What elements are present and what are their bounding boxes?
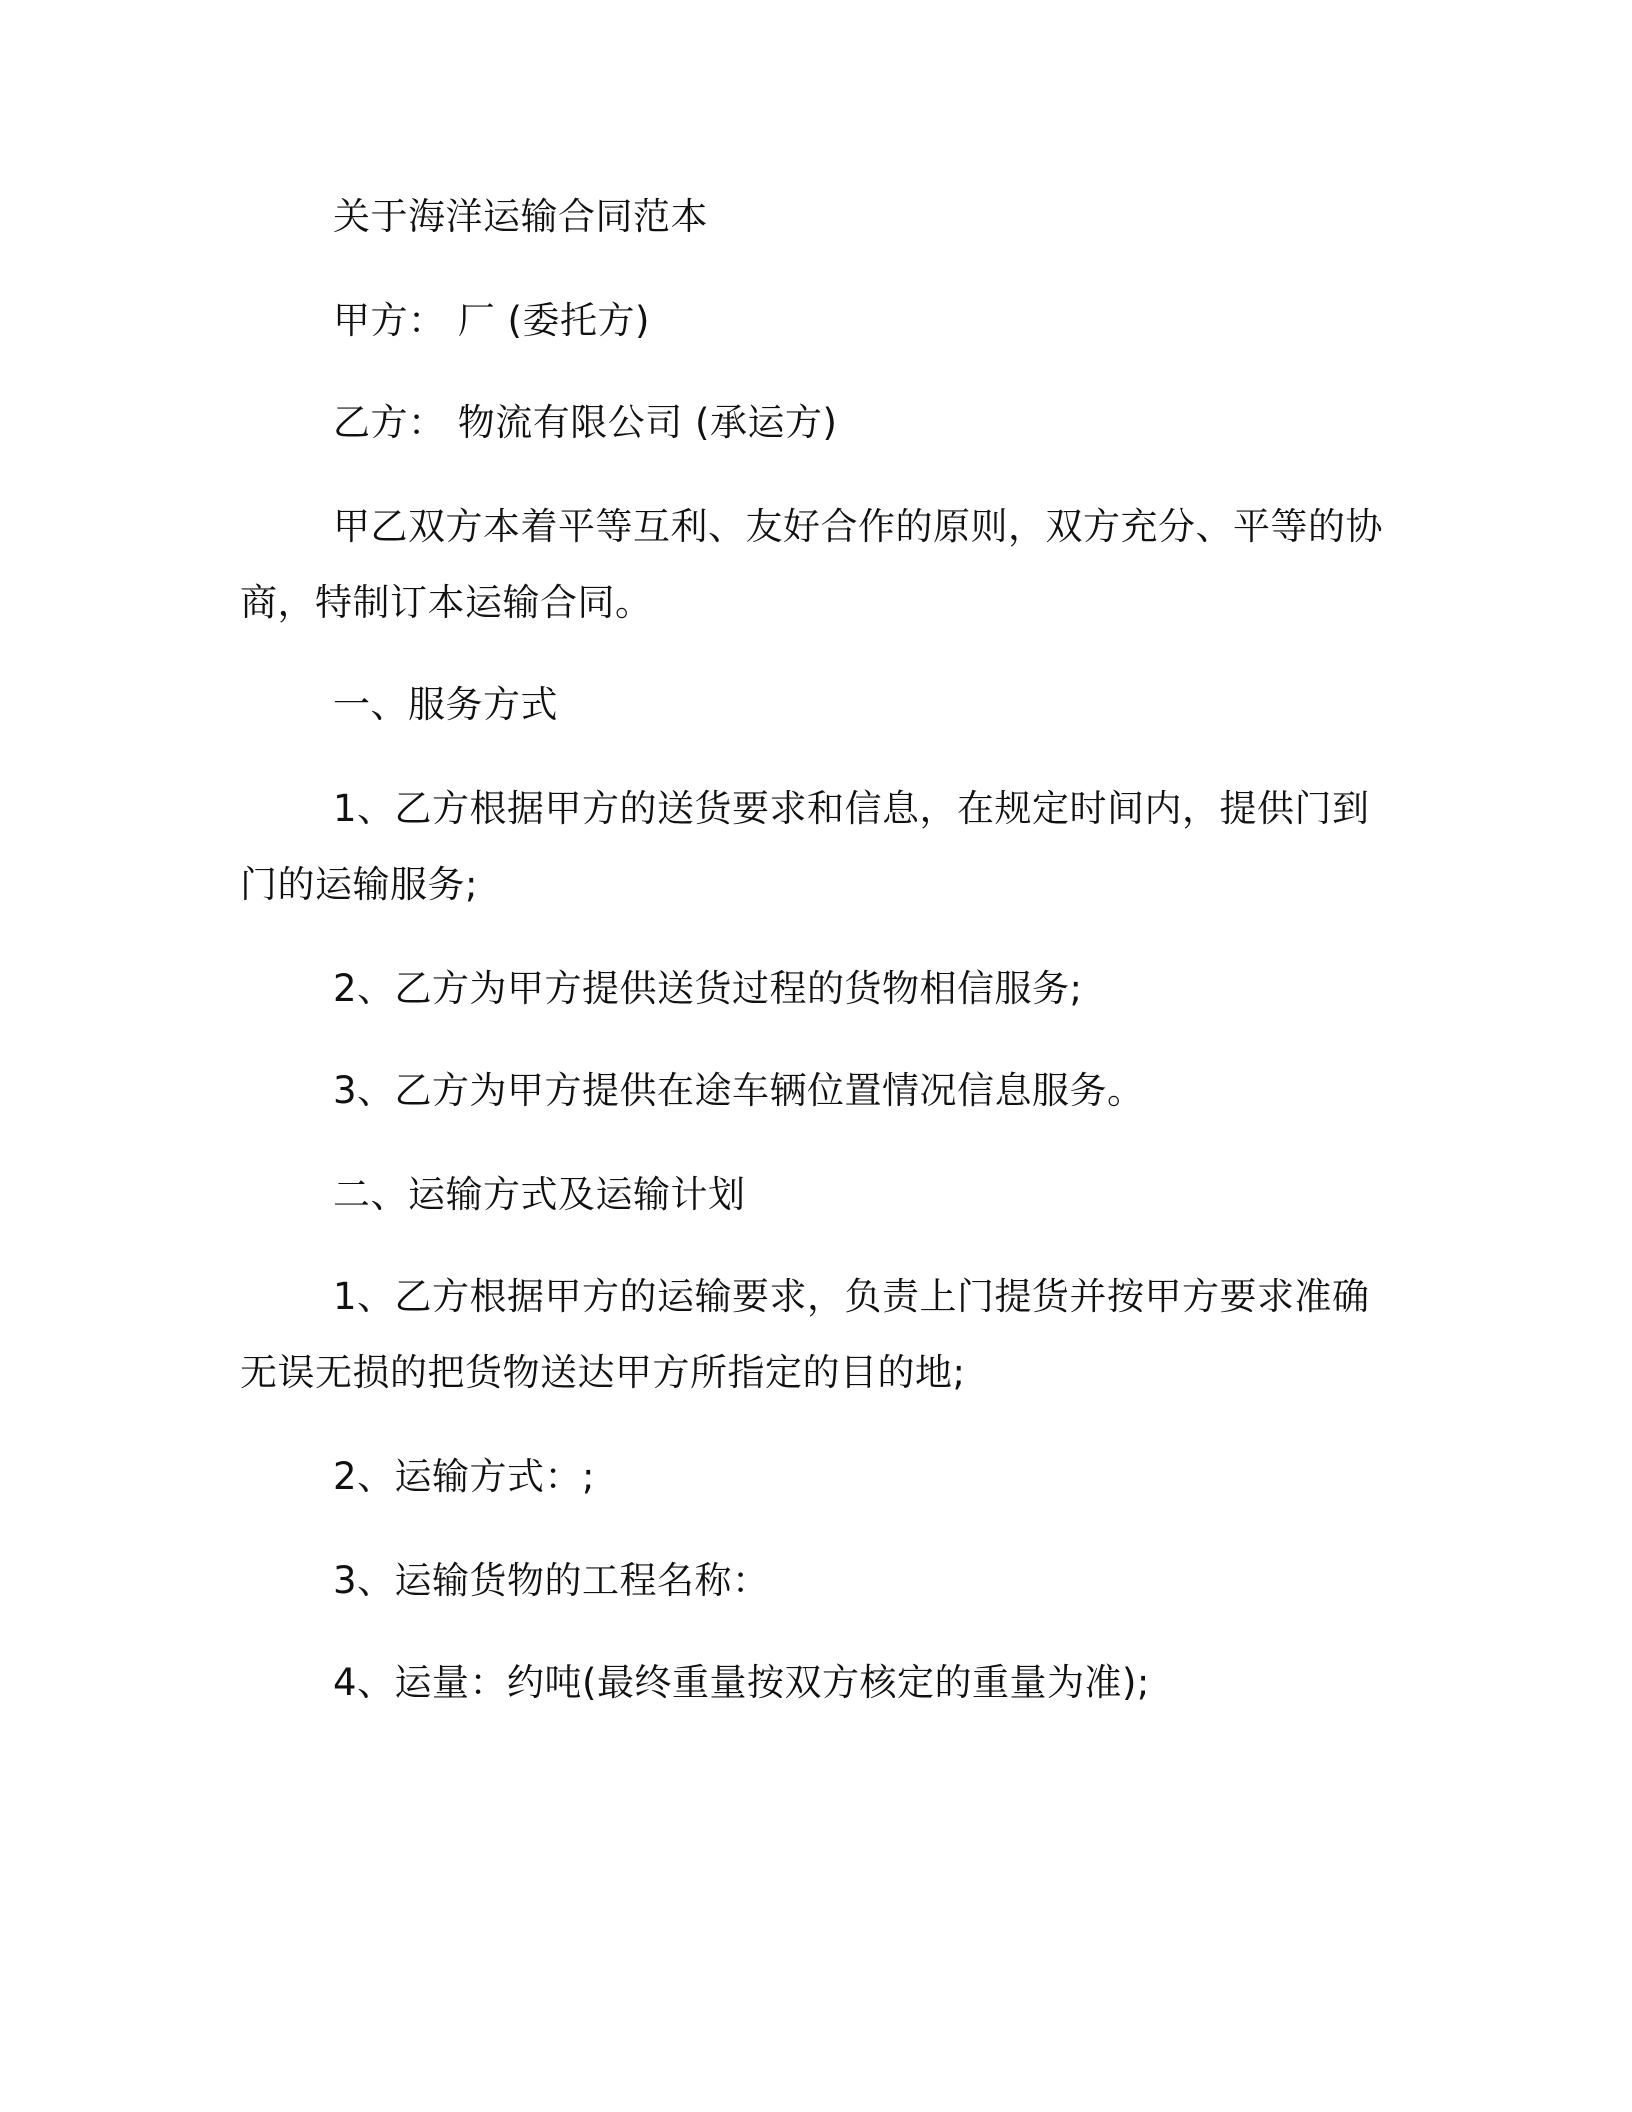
section-1-item-3: 3、乙方为甲方提供在途车辆位置情况信息服务。: [333, 1069, 1145, 1112]
section-2-heading: 二、运输方式及运输计划: [333, 1173, 746, 1216]
intro-paragraph-line-1: 甲乙双方本着平等互利、友好合作的原则，双方充分、平等的协: [333, 505, 1383, 548]
section-2-item-1-line-2: 无误无损的把货物送达甲方所指定的目的地;: [240, 1351, 966, 1394]
section-1-item-1-line-2: 门的运输服务;: [240, 863, 478, 906]
section-2-item-3: 3、运输货物的工程名称：: [333, 1559, 770, 1602]
section-2-item-1-line-1: 1、乙方根据甲方的运输要求，负责上门提货并按甲方要求准确: [333, 1275, 1370, 1318]
document-title: 关于海洋运输合同范本: [333, 195, 708, 238]
section-2-item-4: 4、运量：约吨(最终重量按双方核定的重量为准);: [333, 1661, 1150, 1704]
intro-paragraph-line-2: 商，特制订本运输合同。: [240, 581, 653, 624]
party-a-line: 甲方： 厂 (委托方): [333, 299, 650, 342]
section-1-item-1-line-1: 1、乙方根据甲方的送货要求和信息，在规定时间内，提供门到: [333, 787, 1370, 830]
section-2-item-2: 2、运输方式：;: [333, 1455, 596, 1498]
section-1-heading: 一、服务方式: [333, 683, 558, 726]
section-1-item-2: 2、乙方为甲方提供送货过程的货物相信服务;: [333, 967, 1083, 1010]
party-b-line: 乙方： 物流有限公司 (承运方): [333, 401, 838, 444]
